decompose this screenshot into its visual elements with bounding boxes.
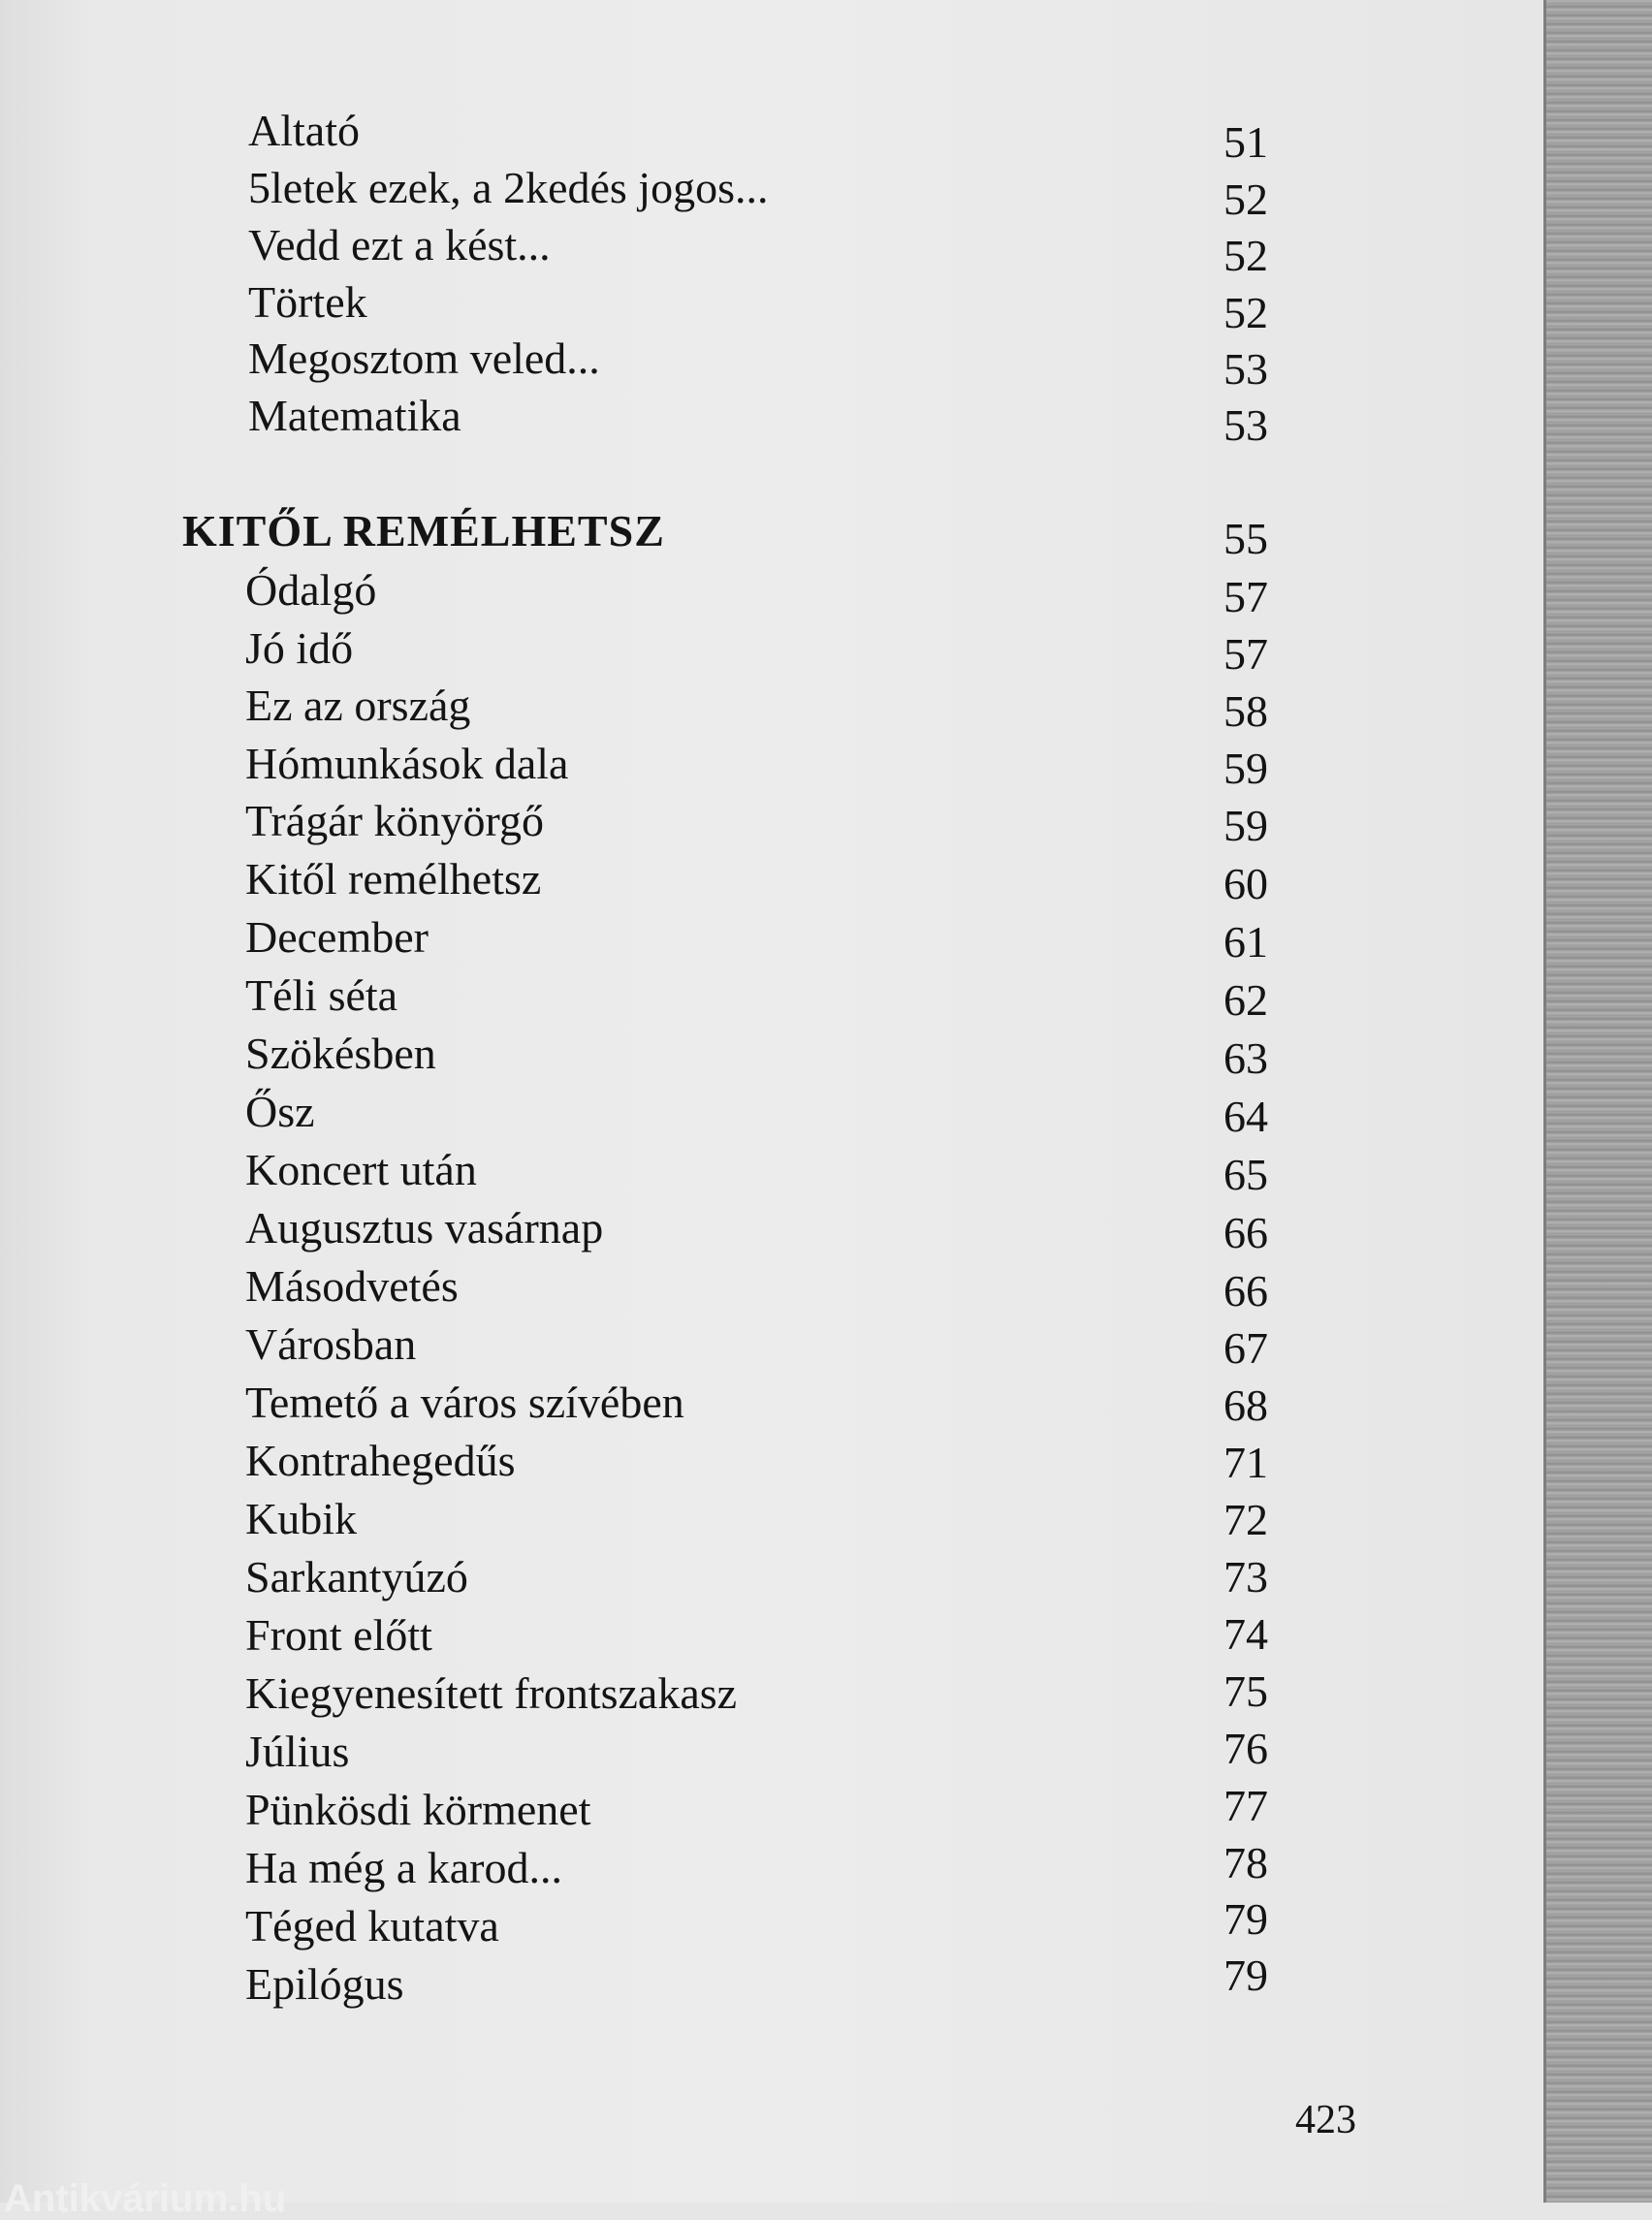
toc-entry-page: 59	[1223, 744, 1268, 793]
toc-entry-page: 76	[1223, 1724, 1268, 1773]
toc-entry-title: Koncert után	[245, 1145, 477, 1194]
toc-entry-page: 58	[1223, 686, 1268, 736]
toc-entry-title: 5letek ezek, a 2kedés jogos...	[248, 163, 769, 212]
toc-entry-page: 77	[1223, 1781, 1268, 1830]
toc-entry-title: Másodvetés	[245, 1261, 459, 1311]
toc-entry-page: 53	[1223, 400, 1268, 450]
section-heading: KITŐL REMÉLHETSZ	[182, 506, 665, 555]
page-number: 423	[1295, 2098, 1356, 2142]
toc-entry-page: 51	[1223, 117, 1268, 167]
toc-entry-title: Kitől remélhetsz	[245, 854, 542, 904]
toc-entry-title: Pünkösdi körmenet	[245, 1785, 591, 1834]
toc-entry-title: Vedd ezt a kést...	[248, 220, 551, 270]
toc-entry-page: 71	[1223, 1438, 1268, 1487]
toc-entry-page: 64	[1223, 1092, 1268, 1141]
toc-entry-title: Kubik	[245, 1494, 357, 1543]
toc-entry-title: Hómunkások dala	[245, 739, 569, 788]
toc-entry-title: Kiegyenesített frontszakasz	[245, 1668, 738, 1718]
toc-entry-page: 78	[1223, 1838, 1268, 1887]
toc-entry-page: 57	[1223, 572, 1268, 621]
toc-entry-title: Trágár könyörgő	[245, 796, 544, 845]
toc-entry-title: Téli séta	[245, 970, 398, 1020]
toc-entry-title: Kontrahegedűs	[245, 1436, 516, 1485]
toc-entry-page: 73	[1223, 1552, 1268, 1602]
toc-entry-title: Ha még a karod...	[245, 1843, 562, 1892]
toc-entry-title: Július	[245, 1727, 350, 1776]
toc-entry-page: 63	[1223, 1033, 1268, 1083]
toc-entry-page: 75	[1223, 1666, 1268, 1716]
toc-entry-page: 79	[1223, 1894, 1268, 1944]
toc-entry-page: 66	[1223, 1208, 1268, 1257]
toc-entry-title: Törtek	[248, 277, 367, 327]
toc-entry-page: 67	[1223, 1323, 1268, 1373]
toc-entry-title: Jó idő	[245, 623, 354, 673]
section-heading-page: 55	[1223, 514, 1268, 563]
toc-entry-title: Téged kutatva	[245, 1901, 499, 1950]
toc-entry-title: Augusztus vasárnap	[245, 1203, 604, 1253]
toc-entry-title: Sarkantyúzó	[245, 1552, 468, 1602]
toc-entry-page: 53	[1223, 344, 1268, 394]
toc-entry-title: Szökésben	[245, 1029, 436, 1078]
toc-entry-page: 52	[1223, 231, 1268, 280]
toc-entry-title: Megosztom veled...	[248, 333, 600, 383]
toc-entry-page: 65	[1223, 1150, 1268, 1199]
toc-entry-page: 57	[1223, 629, 1268, 679]
toc-entry-title: Ősz	[245, 1087, 315, 1136]
toc-entry-page: 79	[1223, 1950, 1268, 2000]
toc-entry-title: Temető a város szívében	[245, 1378, 684, 1427]
toc-entry-title: Városban	[245, 1319, 417, 1369]
book-spine-edge	[1543, 0, 1652, 2203]
toc-entry-title: Ez az ország	[245, 681, 471, 730]
toc-entry-page: 68	[1223, 1380, 1268, 1430]
toc-entry-title: December	[245, 912, 429, 962]
toc-entry-page: 72	[1223, 1495, 1268, 1544]
toc-entry-page: 59	[1223, 801, 1268, 850]
toc-entry-title: Matematika	[248, 391, 461, 440]
toc-entry-title: Epilógus	[245, 1959, 404, 2009]
toc-entry-page: 74	[1223, 1609, 1268, 1659]
toc-entry-title: Front előtt	[245, 1610, 432, 1660]
toc-entry-page: 52	[1223, 174, 1268, 224]
toc-entry-page: 66	[1223, 1266, 1268, 1316]
watermark: Antikvárium.hu	[4, 2177, 287, 2220]
toc-entry-title: Altató	[248, 106, 360, 155]
toc-entry-title: Ódalgó	[245, 565, 377, 615]
toc-entry-page: 62	[1223, 975, 1268, 1025]
toc-entry-page: 61	[1223, 917, 1268, 967]
toc-entry-page: 52	[1223, 288, 1268, 337]
toc-entry-page: 60	[1223, 859, 1268, 908]
